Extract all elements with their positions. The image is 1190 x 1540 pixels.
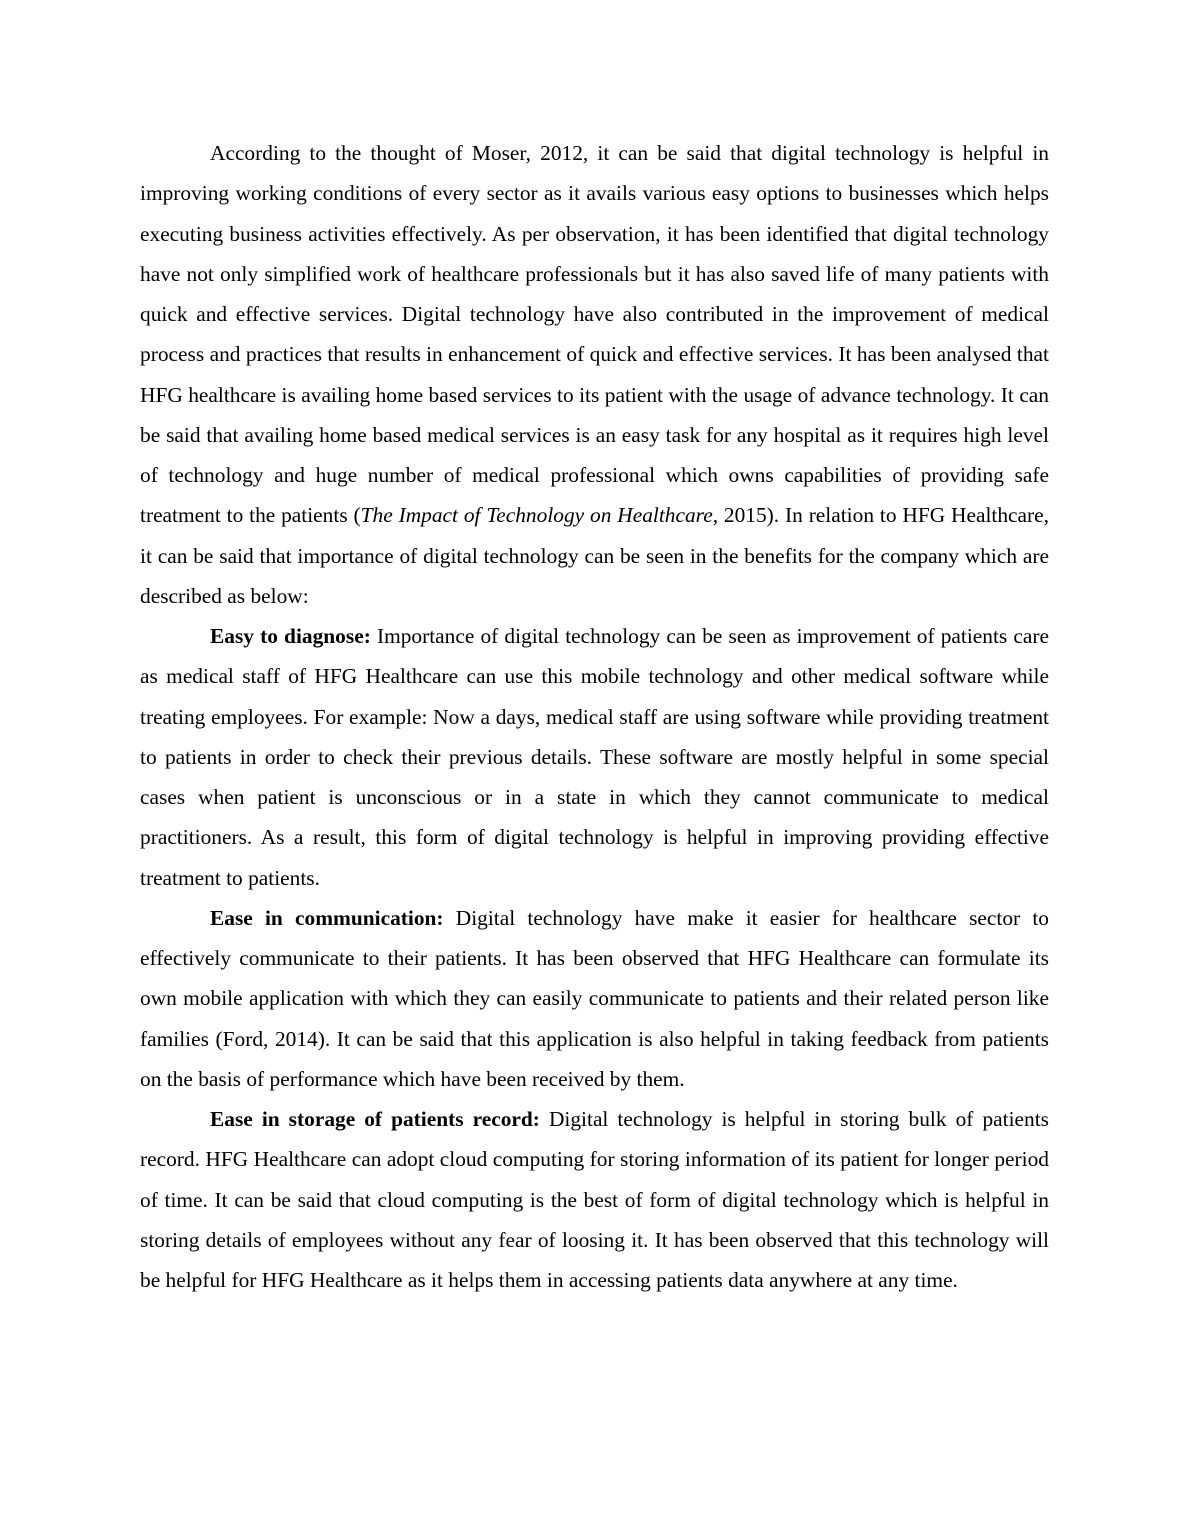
paragraph-ease-in-storage [140, 1099, 1049, 1300]
paragraph-heading: Easy to diagnose: [210, 624, 371, 648]
intro-text-end: 2015). In relation to HFG Healthcare, it can be said that importance of digital technology can be seen in the benefits for the company which are described as below: [140, 503, 1049, 608]
paragraph-heading: Ease in storage of patients record: [210, 1107, 540, 1131]
paragraph-intro [140, 133, 1049, 616]
document-body [140, 133, 1049, 1300]
paragraph-ease-in-communication [140, 898, 1049, 1099]
intro-text-start: According to the thought of Moser, 2012, it can be said that digital technology is helpful in improving working conditions of every sector as it avails various easy options to businesses which helps executing business activities effectively. As per observation, it has been identified that digital technology have not only simplified work of healthcare professionals but it has also saved life of many patients with quick and effective services. Digital technology have also contributed in the improvement of medical process and practices that results in enhancement of quick and effective services. It has been analysed that HFG healthcare is availing home based services to its patient with the usage of advance technology. It can be said that availing home based medical services is an easy task for any hospital as it requires high level of technology and huge number of medical professional which owns capabilities of providing safe treatment to the patients ( [140, 141, 1049, 528]
citation-title: The Impact of Technology on Healthcare, [360, 503, 719, 528]
paragraph-text: Digital technology have make it easier for healthcare sector to effectively communicate to their patients. It has been observed that HFG Healthcare can formulate its own mobile application with which they can easily communicate to patients and their related person like families (Ford, 2014). It can be said that this application is also helpful in taking feedback from patients on the basis of performance which have been received by them. [140, 905, 1049, 1091]
paragraph-text: Digital technology is helpful in storing bulk of patients record. HFG Healthcare can adopt cloud computing for storing information of its patient for longer period of time. It can be said that cloud computing is the best of form of digital technology which is helpful in storing details of employees without any fear of loosing it. It has been observed that this technology will be helpful for HFG Healthcare as it helps them in accessing patients data anywhere at any time. [140, 1107, 1049, 1292]
paragraph-heading: Ease in communication: [210, 905, 444, 930]
paragraph-easy-to-diagnose [140, 616, 1049, 898]
paragraph-text: Importance of digital technology can be seen as improvement of patients care as medical staff of HFG Healthcare can use this mobile technology and other medical software while treating employees. For example: Now a days, medical staff are using software while providing treatment to patients in order to check their previous details. These software are mostly helpful in some special cases when patient is unconscious or in a state in which they cannot communicate to medical practitioners. As a result, this form of digital technology is helpful in improving providing effective treatment to patients. [140, 624, 1049, 890]
